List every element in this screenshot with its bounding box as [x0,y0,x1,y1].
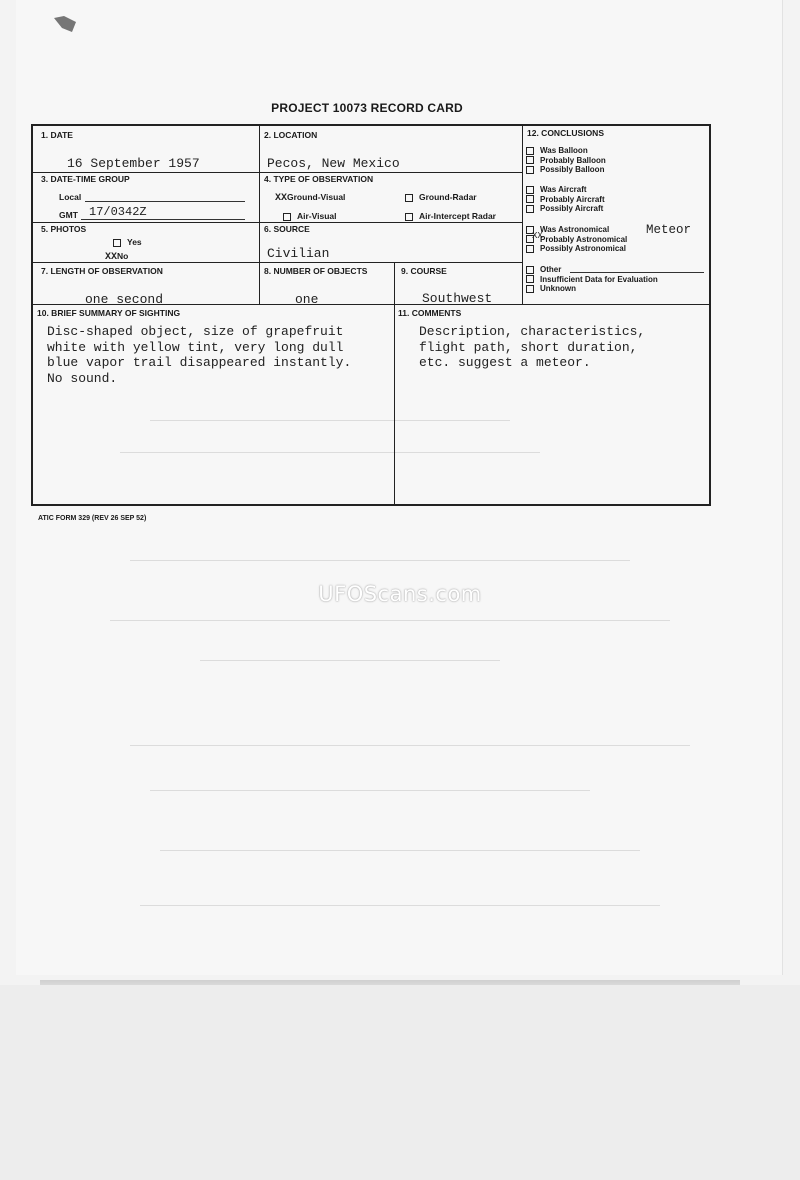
probably-astronomical-option: Probably Astronomical [526,235,627,245]
air-intercept-radar-option [405,211,496,221]
probably-balloon-option: Probably Balloon [526,156,606,166]
ground-radar-option [405,192,477,202]
air-intercept-radar-checkbox [405,213,413,221]
gmt-value: 17/0342Z [89,205,147,219]
possibly-astronomical-option: Possibly Astronomical [526,244,627,254]
air-visual-text: Air-Visual [297,211,337,221]
conclusions-label: 12. CONCLUSIONS [527,128,604,138]
location-value: Pecos, New Mexico [267,156,400,171]
insufficient-data-option: Insufficient Data for Evaluation [526,275,658,285]
air-visual-checkbox [283,213,291,221]
conclusions-other-group [526,265,658,294]
air-intercept-radar-text: Air-Intercept Radar [419,211,496,221]
ground-radar-checkbox [405,194,413,202]
gmt-label: GMT [59,210,78,220]
observation-type-label: 4. TYPE OF OBSERVATION [264,174,374,184]
photos-no-mark: XX [105,252,118,263]
location-label: 2. LOCATION [264,130,318,140]
source-value: Civilian [267,246,330,261]
watermark: UFOScans.com [318,582,482,606]
photos-yes-text: Yes [127,237,142,247]
was-aircraft-option: Was Aircraft [526,185,605,195]
possibly-balloon-option: Possibly Balloon [526,165,606,175]
possibly-aircraft-option: Possibly Aircraft [526,204,605,214]
date-value: 16 September 1957 [67,156,200,171]
was-astronomical-option: Was Astronomical [526,225,627,235]
form-id: ATIC FORM 329 (REV 26 SEP 52) [38,515,147,522]
local-label: Local [59,192,82,202]
comments-text: Description, characteristics, flight path, short duration, etc. suggest a meteor. [419,324,646,370]
datetime-group-label: 3. DATE-TIME GROUP [41,174,130,184]
photos-yes-checkbox [113,239,121,247]
meteor-note: Meteor [646,223,692,237]
course-value: Southwest [422,291,493,306]
air-visual-option [283,211,337,221]
probably-astronomical-mark: XX [532,231,543,241]
scan-background [0,985,800,1180]
summary-text: Disc-shaped object, size of grapefruit white with yellow tint, very long dull blue vapor trail disappeared instantly. No sound. [47,324,352,386]
photos-yes-option [113,237,142,247]
ground-visual-option [275,192,345,204]
ground-visual-mark: XX [275,193,288,204]
ground-visual-text: Ground-Visual [287,192,346,202]
source-label: 6. SOURCE [264,224,310,234]
conclusions-aircraft-group [526,185,605,214]
comments-label: 11. COMMENTS [398,308,462,318]
ground-radar-text: Ground-Radar [419,192,477,202]
unknown-option: Unknown [526,284,658,294]
objects-value: one [295,292,319,307]
photos-no-text: No [117,251,129,261]
summary-label: 10. BRIEF SUMMARY OF SIGHTING [37,308,181,318]
objects-label: 8. NUMBER OF OBJECTS [264,266,368,276]
corner-tear-mark [52,14,78,34]
date-label: 1. DATE [41,130,73,140]
other-option: Other [526,265,658,275]
record-card [31,124,711,506]
photos-label: 5. PHOTOS [41,224,87,234]
conclusions-balloon-group [526,146,606,175]
card-title: PROJECT 10073 RECORD CARD [271,101,463,115]
photos-no-option [105,251,128,263]
length-label: 7. LENGTH OF OBSERVATION [41,266,163,276]
length-value: one second [85,292,164,307]
probably-aircraft-option: Probably Aircraft [526,195,605,205]
course-label: 9. COURSE [401,266,447,276]
was-balloon-option: Was Balloon [526,146,606,156]
